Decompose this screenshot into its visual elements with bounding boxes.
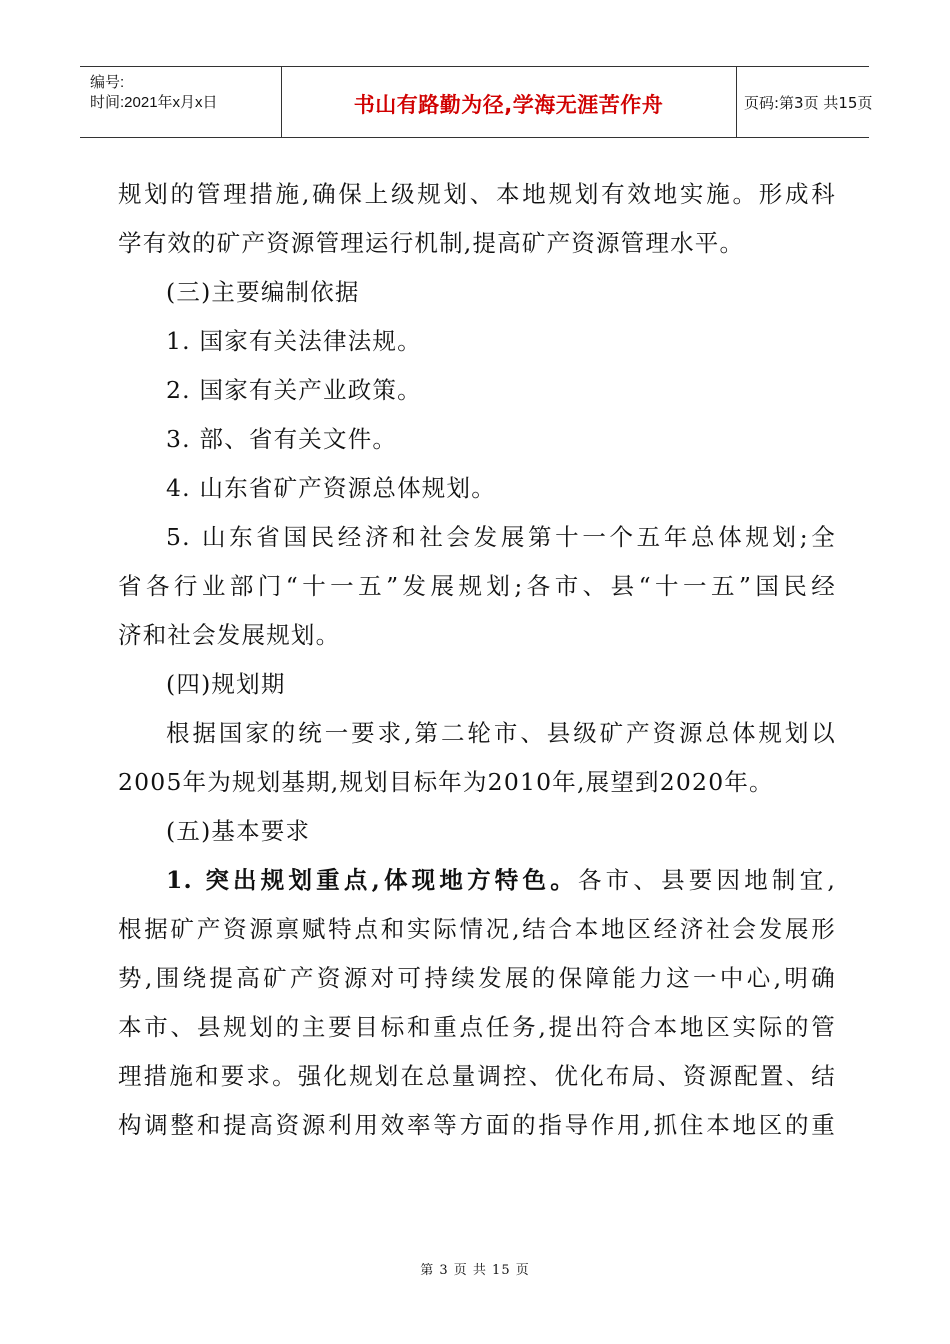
body-line: 根据矿产资源禀赋特点和实际情况,结合本地区经济社会发展形 xyxy=(118,915,836,943)
body-line: 理措施和要求。强化规划在总量调控、优化布局、资源配置、结 xyxy=(118,1062,836,1090)
section-heading: (五)基本要求 xyxy=(166,817,311,845)
body-line: 学有效的矿产资源管理运行机制,提高矿产资源管理水平。 xyxy=(118,229,745,257)
document-date-label: 时间:2021年x月x日 xyxy=(90,94,218,111)
body-line: 省各行业部门“十一五”发展规划;各市、县“十一五”国民经 xyxy=(118,572,836,600)
body-line: 本市、县规划的主要目标和重点任务,提出符合本地区实际的管 xyxy=(118,1013,836,1041)
list-item: 3. 部、省有关文件。 xyxy=(166,425,398,453)
body-paragraph-lead xyxy=(166,865,836,895)
list-item: 4. 山东省矿产资源总体规划。 xyxy=(166,474,496,502)
section-heading: (三)主要编制依据 xyxy=(166,278,360,306)
body-line: 构调整和提高资源利用效率等方面的指导作用,抓住本地区的重 xyxy=(118,1111,836,1139)
document-header xyxy=(80,66,873,138)
body-line: 根据国家的统一要求,第二轮市、县级矿产资源总体规划以 xyxy=(166,719,836,747)
list-item: 5. 山东省国民经济和社会发展第十一个五年总体规划;全 xyxy=(166,523,836,551)
body-line: 规划的管理措施,确保上级规划、本地规划有效地实施。形成科 xyxy=(118,180,836,208)
body-line: 势,围绕提高矿产资源对可持续发展的保障能力这一中心,明确 xyxy=(118,964,836,992)
body-line: 济和社会发展规划。 xyxy=(118,621,341,649)
header-motto-cell xyxy=(281,67,737,137)
bold-lead-text: 1. 突出规划重点,体现地方特色。 xyxy=(166,866,578,894)
header-motto: 书山有路勤为径,学海无涯苦作舟 xyxy=(353,93,664,117)
document-number-label: 编号: xyxy=(90,74,125,91)
page-footer: 第 3 页 共 15 页 xyxy=(420,1263,530,1278)
header-page-cell xyxy=(736,67,873,137)
section-heading: (四)规划期 xyxy=(166,670,286,698)
body-line: 2005年为规划基期,规划目标年为2010年,展望到2020年。 xyxy=(118,768,774,796)
list-item: 1. 国家有关法律法规。 xyxy=(166,327,422,355)
body-line-tail: 各市、县要因地制宜, xyxy=(577,866,836,894)
header-meta-cell xyxy=(80,67,282,137)
header-page-info: 页码:第3页 共15页 xyxy=(744,94,873,112)
list-item: 2. 国家有关产业政策。 xyxy=(166,376,422,404)
